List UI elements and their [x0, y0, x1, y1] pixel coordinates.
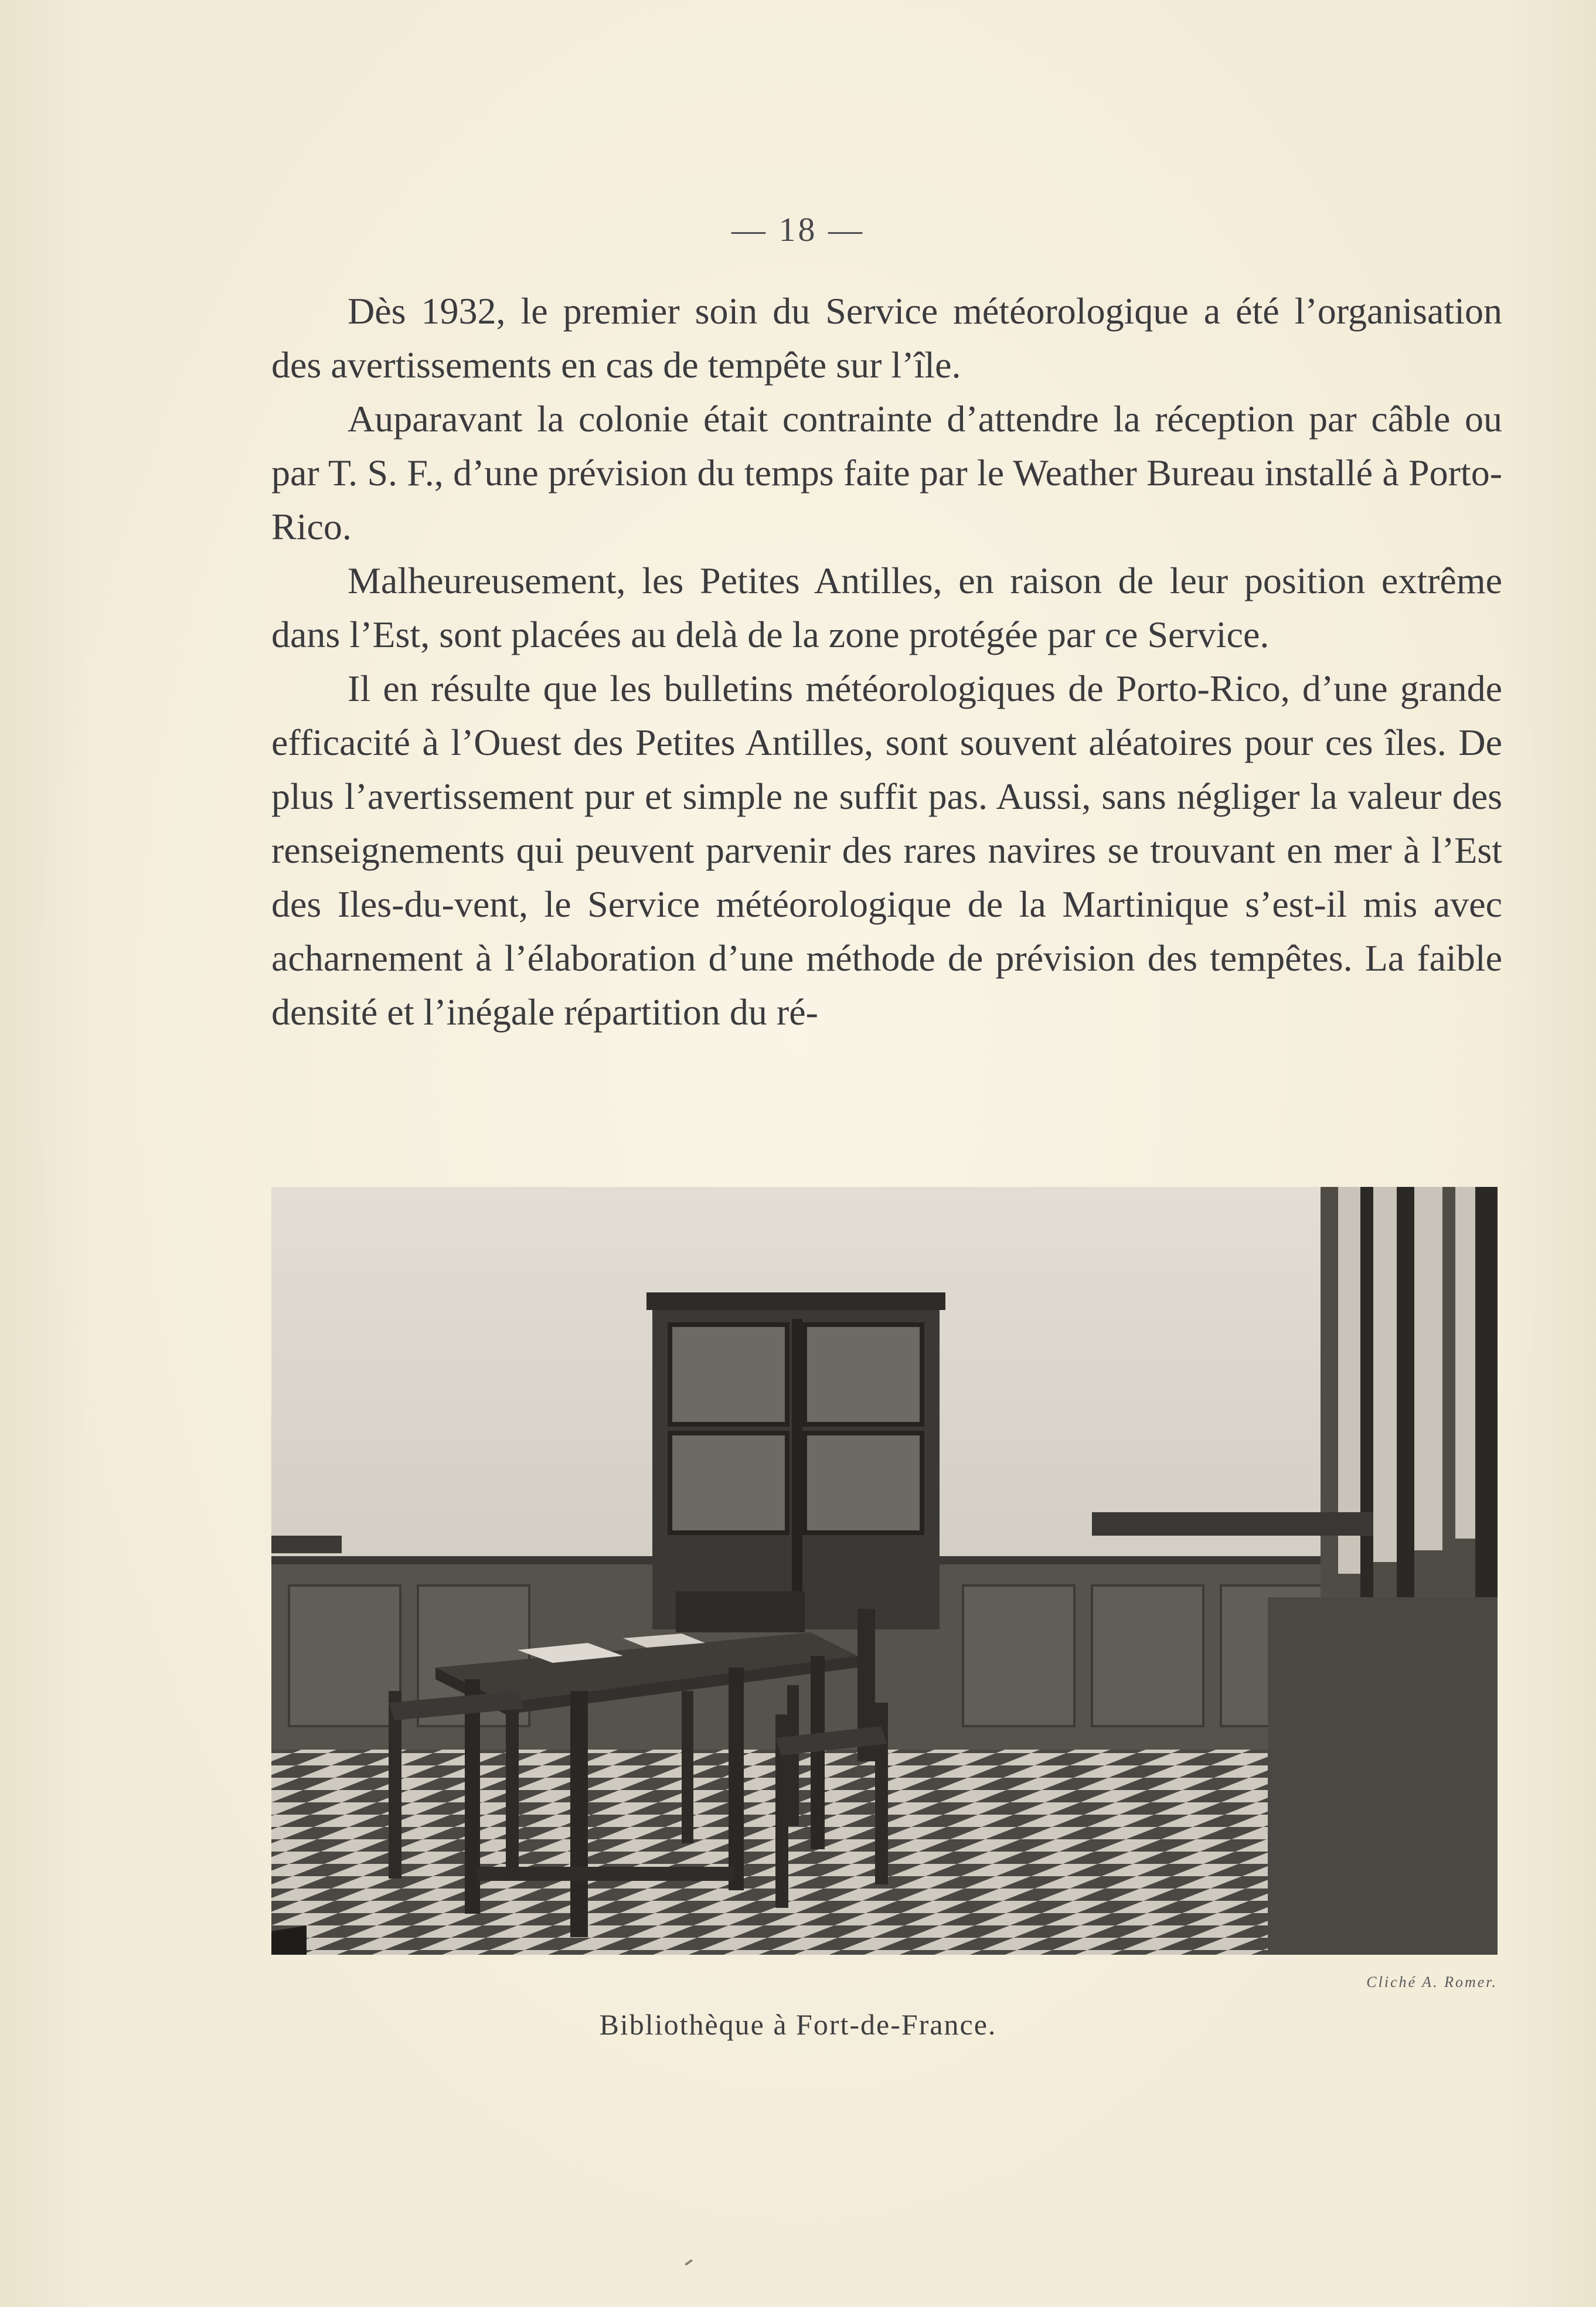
paragraph: Malheureusement, les Petites Antilles, en raison de leur position extrême dans l’Est, sont placées au delà de la zone protégée par ce Service. [271, 560, 1502, 655]
page-number: — 18 — [731, 210, 865, 249]
paragraph: Il en résulte que les bulletins météorologiques de Porto-Rico, d’une grande efficacité à l’Ouest des Petites Antilles, sont souvent aléatoires pour ces îles. De plus l’avertissement pur et simple ne suffit pas. Aussi, sans négliger la valeur des renseignements qui peuvent parvenir des rares navires se trouvant en mer à l’Est des Iles-du-vent, le Service météorologique de la Martinique s’est-il mis avec acharnement à l’élaboration d’une méthode de prévision des tempêtes. La faible densité et l’inégale répartition du ré- [271, 668, 1502, 1033]
photo-credit: Cliché A. Romer. [1366, 1973, 1498, 1990]
photo-caption: Bibliothèque à Fort-de-France. [599, 2008, 997, 2041]
body-text [271, 284, 1502, 1039]
paragraph: Auparavant la colonie était contrainte d’attendre la réception par câble ou par T. S. F., d’une prévision du temps faite par le Weather Bureau installé à Porto-Rico. [271, 398, 1502, 547]
page-blemish [685, 2259, 693, 2265]
paragraph: Dès 1932, le premier soin du Service météorologique a été l’organisation des avertissements en cas de tempête sur l’île. [271, 290, 1502, 386]
library-photograph [271, 1187, 1498, 1955]
